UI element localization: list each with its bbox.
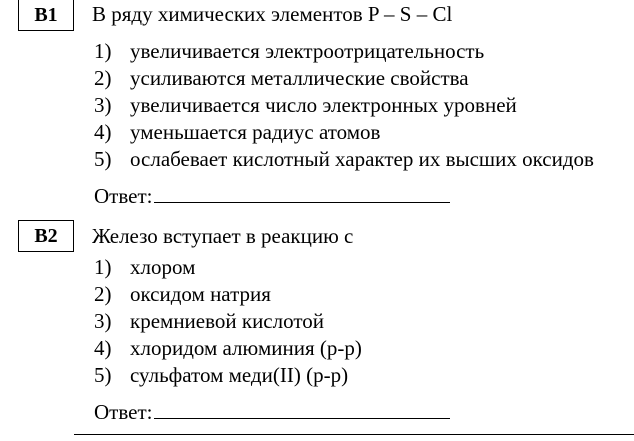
- option-item: [94, 65, 594, 92]
- option-item: [94, 146, 594, 173]
- option-text: уменьшается радиус атомов: [130, 120, 381, 144]
- option-number: 2): [94, 282, 112, 306]
- bottom-divider: [74, 434, 634, 435]
- option-item: [94, 92, 594, 119]
- task-number: B2: [34, 224, 58, 247]
- task-number-box: [18, 0, 74, 31]
- option-item: [94, 38, 594, 65]
- option-text: ослабевает кислотный характер их высших оксидов: [130, 147, 594, 171]
- option-text: оксидом натрия: [130, 282, 271, 306]
- option-list: [94, 254, 362, 389]
- answer-label: Ответ:: [94, 184, 153, 208]
- answer-row: [94, 398, 450, 425]
- question-text: В ряду химических элементов P – S – Cl: [92, 2, 453, 26]
- option-text: увеличивается число электронных уровней: [130, 93, 517, 117]
- option-number: 5): [94, 363, 112, 387]
- option-item: [94, 308, 362, 335]
- option-text: увеличивается электроотрицательность: [130, 39, 485, 63]
- option-number: 5): [94, 147, 112, 171]
- option-text: усиливаются металлические свойства: [130, 66, 469, 90]
- option-number: 2): [94, 66, 112, 90]
- answer-line[interactable]: [154, 398, 450, 419]
- option-item: [94, 254, 362, 281]
- option-item: [94, 281, 362, 308]
- option-list: [94, 38, 594, 173]
- question-text: Железо вступает в реакцию с: [92, 224, 354, 248]
- task-number-box: [18, 220, 74, 252]
- option-number: 1): [94, 255, 112, 279]
- option-number: 4): [94, 120, 112, 144]
- answer-line[interactable]: [154, 182, 450, 203]
- option-text: хлоридом алюминия (р-р): [130, 336, 362, 360]
- option-text: кремниевой кислотой: [130, 309, 324, 333]
- task-number: B1: [34, 3, 58, 26]
- option-item: [94, 362, 362, 389]
- answer-row: [94, 182, 450, 209]
- option-item: [94, 119, 594, 146]
- option-text: сульфатом меди(II) (р-р): [130, 363, 349, 387]
- option-text: хлором: [130, 255, 196, 279]
- answer-label: Ответ:: [94, 400, 153, 424]
- option-item: [94, 335, 362, 362]
- option-number: 1): [94, 39, 112, 63]
- option-number: 4): [94, 336, 112, 360]
- option-number: 3): [94, 309, 112, 333]
- option-number: 3): [94, 93, 112, 117]
